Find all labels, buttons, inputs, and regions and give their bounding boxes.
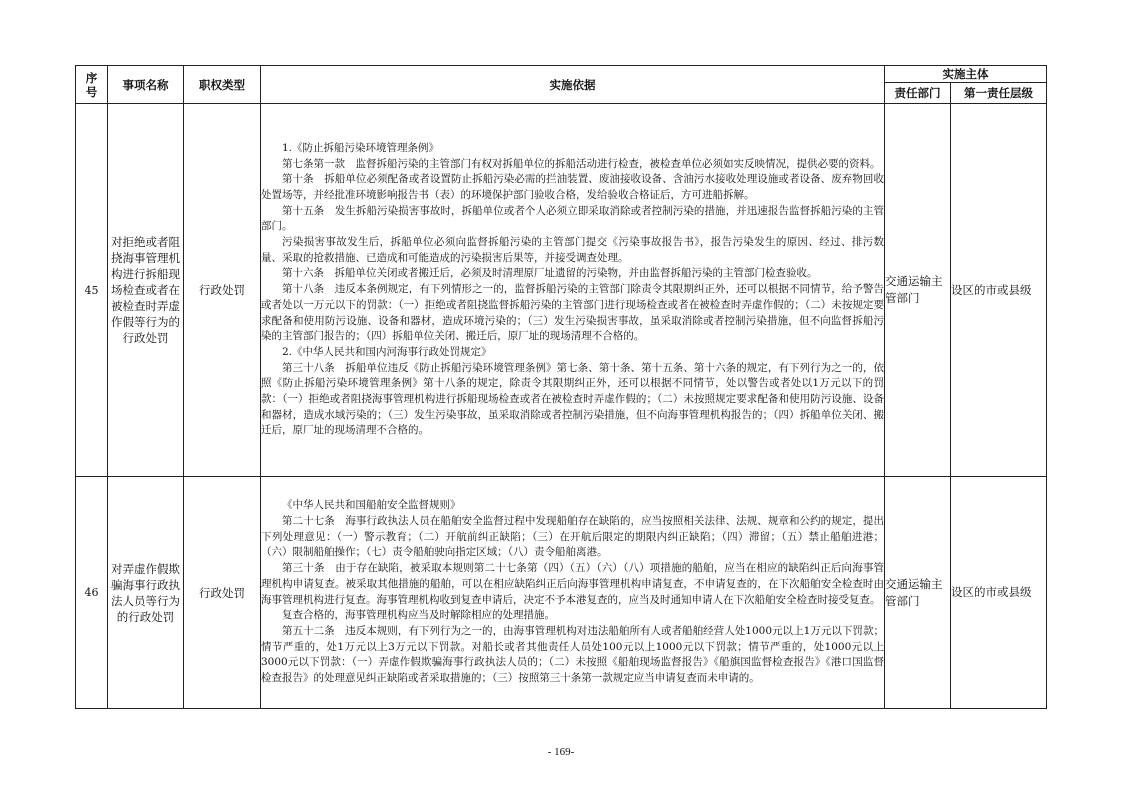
table-row xyxy=(76,477,1047,709)
basis-paragraph: 第三十八条 拆船单位违反《防止拆船污染环境管理条例》第七条、第十条、第十五条、第十六条的规定，有下列行为之一的，依照《防止拆船污染环境管理条例》第十八条的规定，除责令其限期纠正外，还可以根据不同情节，处以警告或者处以1万元以下的罚款：（一）拒绝或者阻挠海事管理机构进行拆船现场检查或者在被检查时弄虚作假的；（二）未按照规定要求配备和使用防污设施、设备和器材，造成水域污染的；（三）发生污染事故，虽采取消除或者控制污染措施，但不向海事管理机构报告的；（四）拆船单位关闭、搬迁后，原厂址的现场清理不合格的。 xyxy=(261,361,884,437)
header-type: 职权类型 xyxy=(184,66,261,104)
row-name: 对弄虚作假欺骗海事行政执法人员等行为的行政处罚 xyxy=(108,477,184,709)
header-dept: 责任部门 xyxy=(885,83,951,104)
row-dept: 交通运输主管部门 xyxy=(885,104,951,477)
row-name: 对拒绝或者阻挠海事管理机构进行拆船现场检查或者在被检查时弄虚作假等行为的行政处罚 xyxy=(108,104,184,477)
row-basis xyxy=(261,104,885,477)
basis-paragraph: 第五十二条 违反本规则，有下列行为之一的，由海事管理机构对违法船舶所有人或者船舶经营人处1000元以上1万元以下罚款；情节严重的，处1万元以上3万元以下罚款。对船长或者其他责任人员处100元以上1000元以下罚款；情节严重的，处1000元以上3000元以下罚款：（一）弄虚作假欺骗海事行政执法人员的；（二）未按照《船舶现场监督报告》《船旗国监督检查报告》《港口国监督检查报告》的处理意见纠正缺陷或者采取措施的；（三）按照第三十条第一款规定应当申请复查而未申请的。 xyxy=(261,624,884,685)
page-number: - 169- xyxy=(547,746,575,758)
row-type: 行政处罚 xyxy=(184,104,261,477)
basis-paragraph: 复查合格的，海事管理机构应当及时解除相应的处理措施。 xyxy=(282,609,555,622)
header-name: 事项名称 xyxy=(108,66,184,104)
header-subject: 实施主体 xyxy=(885,66,1047,83)
header-level: 第一责任层级 xyxy=(951,83,1047,104)
basis-paragraph: 第七条第一款 监督拆船污染的主管部门有权对拆船单位的拆船活动进行检查，被检查单位必须如实反映情况，提供必要的资料。 xyxy=(282,157,881,170)
basis-paragraph: 第十六条 拆船单位关闭或者搬迁后，必须及时清理原厂址遗留的污染物，并由监督拆船污染的主管部门检查验收。 xyxy=(282,267,818,280)
row-index: 45 xyxy=(76,104,108,477)
basis-paragraph: 《中华人民共和国船舶安全监督规则》 xyxy=(282,499,461,512)
basis-paragraph: 第二十七条 海事行政执法人员在船舶安全监督过程中发现船舶存在缺陷的，应当按照相关法律、法规、规章和公约的规定，提出下列处理意见：（一）警示教育；（二）开航前纠正缺陷；（三）在开航后限定的期限内纠正缺陷；（四）滞留；（五）禁止船舶进港；（六）限制船舶操作；（七）责令船舶驶向指定区域；（八）责令船舶离港。 xyxy=(261,514,884,559)
row-level: 设区的市或县级 xyxy=(951,104,1047,477)
authority-table xyxy=(75,65,1047,709)
header-row xyxy=(76,66,1047,83)
header-index: 序号 xyxy=(76,66,108,104)
row-level: 设区的市或县级 xyxy=(951,477,1047,709)
basis-paragraph: 第十五条 发生拆船污染损害事故时，拆船单位或者个人必须立即采取消除或者控制污染的措施，并迅速报告监督拆船污染的主管部门。 xyxy=(261,204,884,233)
header-basis: 实施依据 xyxy=(261,66,885,104)
row-dept: 交通运输主管部门 xyxy=(885,477,951,709)
basis-paragraph: 第十八条 违反本条例规定，有下列情形之一的，监督拆船污染的主管部门除责令其限期纠正外，还可以根据不同情节，给予警告或者处以一万元以下的罚款：（一）拒绝或者阻挠监督拆船污染的主管部门进行现场检查或者在被检查时弄虚作假的；（二）未按规定要求配备和使用防污设施、设备和器材，造成环境污染的；（三）发生污染损害事故，虽采取消除或者控制污染措施，但不向监督拆船污染的主管部门报告的；（四）拆船单位关闭、搬迁后，原厂址的现场清理不合格的。 xyxy=(261,283,884,343)
basis-paragraph: 2.《中华人民共和国内河海事行政处罚规定》 xyxy=(282,345,492,358)
row-index: 46 xyxy=(76,477,108,709)
basis-paragraph: 第十条 拆船单位必须配备或者设置防止拆船污染必需的拦油装置、废油接收设备、含油污水接收处理设施或者设备、废弃物回收处置场等，并经批准环境影响报告书（表）的环境保护部门验收合格，发给验收合格证后，方可进船拆解。 xyxy=(261,173,884,201)
row-type: 行政处罚 xyxy=(184,477,261,709)
row-basis xyxy=(261,477,885,709)
basis-paragraph: 污染损害事故发生后，拆船单位必须向监督拆船污染的主管部门提交《污染事故报告书》，报告污染发生的原因、经过、排污数量、采取的抢救措施、已造成和可能造成的污染损害后果等，并接受调查处理。 xyxy=(261,236,884,264)
basis-paragraph: 1.《防止拆船污染环境管理条例》 xyxy=(282,141,440,154)
basis-paragraph: 第三十条 由于存在缺陷，被采取本规则第二十七条第（四）（五）（六）（八）项措施的船舶，应当在相应的缺陷纠正后向海事管理机构申请复查。被采取其他措施的船舶，可以在相应缺陷纠正后向海事管理机构申请复查，不申请复查的，在下次船舶安全检查时由海事管理机构进行复查。海事管理机构收到复查申请后，决定不予本港复查的，应当及时通知申请人在下次船舶安全检查时接受复查。 xyxy=(261,562,884,606)
table-row xyxy=(76,104,1047,477)
